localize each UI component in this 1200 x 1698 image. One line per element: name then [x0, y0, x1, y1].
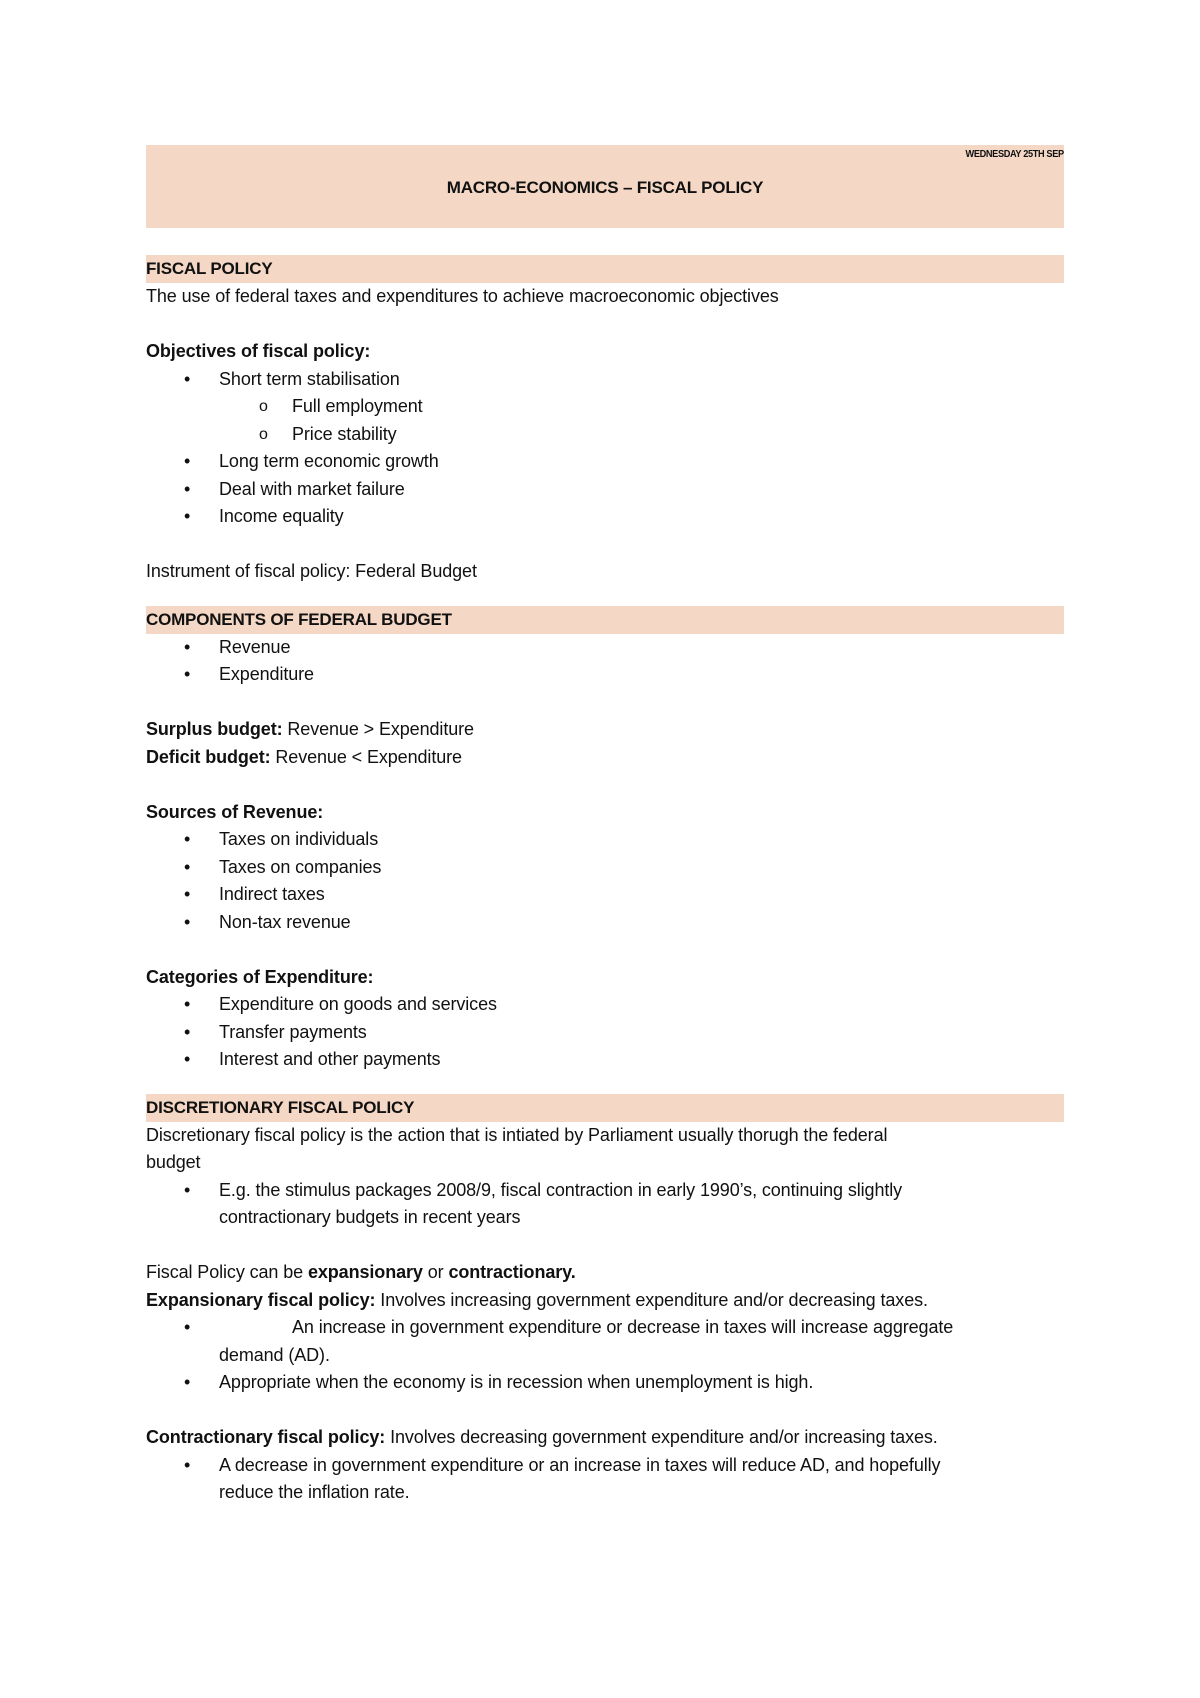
- list-item: • Transfer payments: [146, 1019, 1064, 1047]
- expansionary-line: [146, 1287, 1064, 1315]
- expenditure-categories-label: Categories of Expenditure:: [146, 966, 374, 987]
- objectives-label: Objectives of fiscal policy:: [146, 341, 371, 361]
- surplus-text: Revenue > Expenditure: [282, 719, 474, 739]
- contractionary-point-1a: A decrease in government expenditure or an increase in taxes will reduce AD, and hopefully: [219, 1454, 941, 1475]
- fiscal-policy-definition: The use of federal taxes and expenditures to achieve macroeconomic objectives: [146, 286, 779, 306]
- expansionary-text: Involves increasing government expenditure and/or decreasing taxes.: [375, 1289, 928, 1310]
- objectives-list-continued: [146, 448, 1064, 531]
- list-item: [146, 1314, 1064, 1369]
- list-item: • Taxes on individuals: [146, 826, 1064, 854]
- expansionary-label: Expansionary fiscal policy:: [146, 1289, 376, 1310]
- list-item: • Revenue: [146, 634, 1064, 662]
- list-item: • Long term economic growth: [146, 448, 1064, 476]
- policy-types-text-2: or: [422, 1262, 449, 1282]
- section-heading-components: COMPONENTS OF FEDERAL BUDGET: [146, 606, 1064, 634]
- deficit-label: Deficit budget:: [146, 746, 271, 767]
- deficit-budget-line: [146, 744, 1064, 772]
- stabilisation-sublist: [146, 393, 1064, 448]
- list-item: • Indirect taxes: [146, 881, 1064, 909]
- list-item: • Expenditure on goods and services: [146, 991, 1064, 1019]
- policy-types-contractionary: contractionary.: [448, 1262, 576, 1282]
- contractionary-label: Contractionary fiscal policy:: [146, 1427, 386, 1447]
- title-box: [146, 145, 1064, 228]
- list-item: • Expenditure: [146, 661, 1064, 689]
- contractionary-text: Involves decreasing government expenditure and/or increasing taxes.: [385, 1427, 938, 1447]
- discretionary-definition-line-1: Discretionary fiscal policy is the action that is intiated by Parliament usually thorugh the federal: [146, 1124, 888, 1145]
- page-title: MACRO-ECONOMICS – FISCAL POLICY: [446, 178, 764, 197]
- discretionary-definition-line-2: budget: [146, 1152, 201, 1172]
- deficit-text: Revenue < Expenditure: [270, 746, 462, 767]
- objectives-list: [146, 366, 1064, 394]
- expansionary-point-1b: demand (AD).: [219, 1344, 330, 1365]
- document-page: [146, 145, 1064, 1507]
- list-item: • Appropriate when the economy is in recession when unemployment is high.: [146, 1369, 1064, 1397]
- policy-types-text-1: Fiscal Policy can be: [146, 1262, 308, 1282]
- date-label: WEDNESDAY 25TH SEP: [965, 149, 1064, 160]
- contractionary-points-list: [146, 1452, 1064, 1507]
- discretionary-examples-list: [146, 1177, 1064, 1232]
- section-heading-discretionary: DISCRETIONARY FISCAL POLICY: [146, 1094, 1064, 1122]
- surplus-label: Surplus budget:: [146, 719, 283, 739]
- surplus-budget-line: [146, 716, 1064, 744]
- list-item: [146, 1177, 1064, 1232]
- list-item: o Price stability: [146, 421, 1064, 449]
- contractionary-line: [146, 1424, 1064, 1452]
- revenue-sources-label: Sources of Revenue:: [146, 801, 324, 822]
- list-item: • Non-tax revenue: [146, 909, 1064, 937]
- policy-types-line: [146, 1259, 1064, 1287]
- instrument-line: Instrument of fiscal policy: Federal Budget: [146, 561, 477, 581]
- expenditure-categories-list: [146, 991, 1064, 1074]
- list-item: • Deal with market failure: [146, 476, 1064, 504]
- list-item: • Interest and other payments: [146, 1046, 1064, 1074]
- list-item: • Income equality: [146, 503, 1064, 531]
- example-line-2: contractionary budgets in recent years: [219, 1207, 521, 1227]
- list-item: • Short term stabilisation: [146, 366, 1064, 394]
- list-item: • Taxes on companies: [146, 854, 1064, 882]
- contractionary-point-1b: reduce the inflation rate.: [219, 1482, 410, 1502]
- expansionary-point-1a: An increase in government expenditure or decrease in taxes will increase aggregate: [292, 1317, 954, 1337]
- components-list: [146, 634, 1064, 689]
- example-line-1: E.g. the stimulus packages 2008/9, fiscal contraction in early 1990’s, continuing slightly: [219, 1179, 903, 1200]
- list-item: [146, 1452, 1064, 1507]
- policy-types-expansionary: expansionary: [307, 1262, 423, 1282]
- section-heading-fiscal-policy: FISCAL POLICY: [146, 255, 1064, 283]
- list-item: o Full employment: [146, 393, 1064, 421]
- expansionary-points-list: [146, 1314, 1064, 1397]
- revenue-sources-list: [146, 826, 1064, 936]
